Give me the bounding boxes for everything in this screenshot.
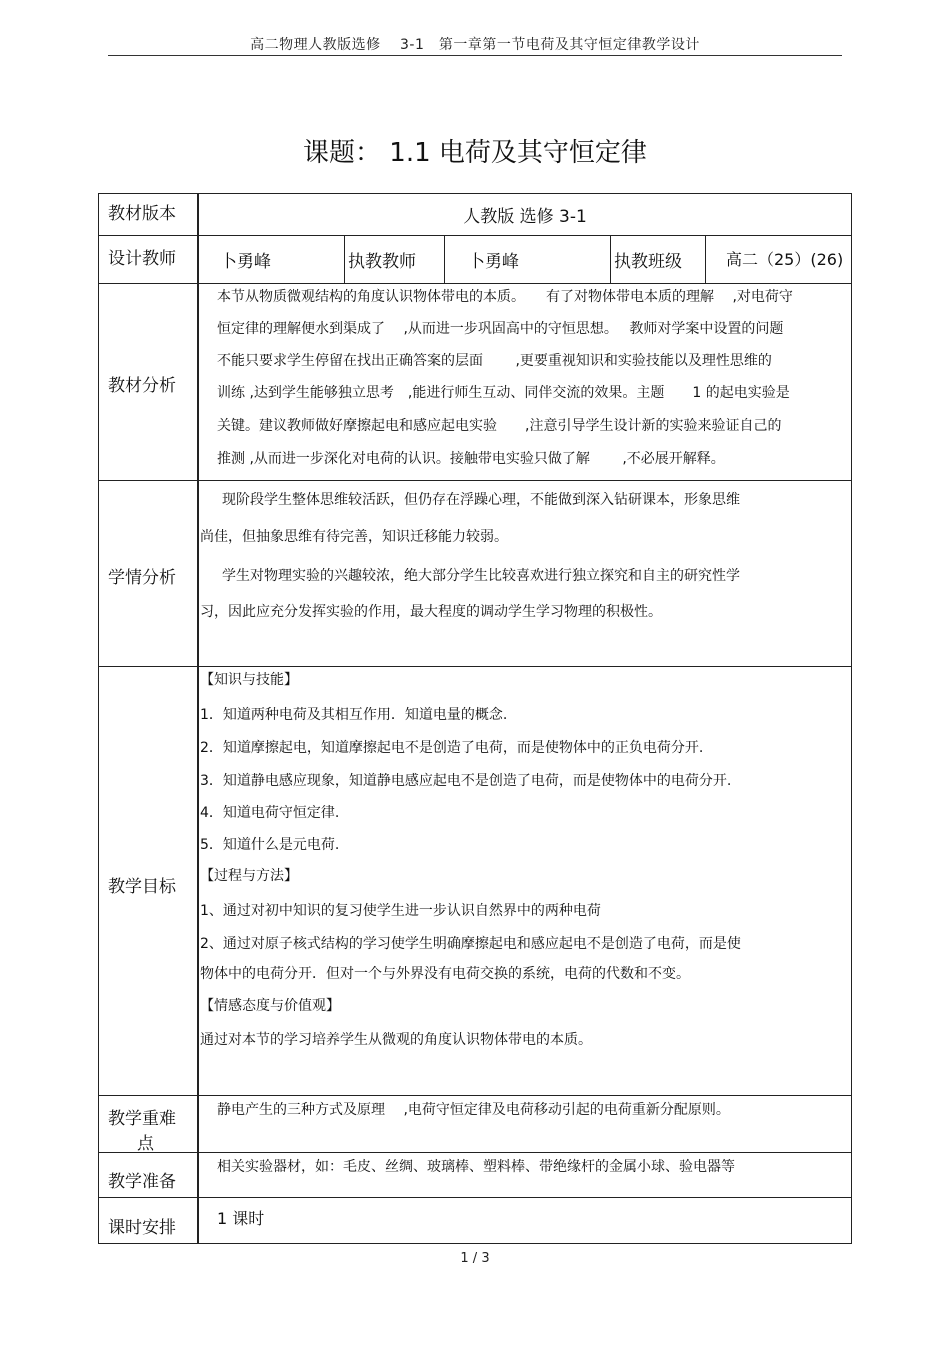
row-divider [98,1152,852,1153]
schedule-value: 1 课时 [217,1209,265,1228]
exec-teacher-label: 执教教师 [348,252,416,272]
student-analysis-line: 尚佳，但抽象思维有待完善，知识迁移能力较弱。 [200,529,508,545]
row-divider [98,235,852,236]
student-analysis-line: 学生对物理实验的兴趣较浓，绝大部分学生比较喜欢进行独立探究和自主的研究性学 [208,568,740,584]
running-header: 高二物理人教版选修 3-1 第一章第一节电荷及其守恒定律教学设计 [250,37,700,53]
page-number: 1 / 3 [460,1251,490,1266]
designer-name: 卜勇峰 [220,252,271,272]
textbook-analysis-line: 推测 ,从而进一步深化对电荷的认识。接触带电实验只做了解 ,不必展开解释。 [217,451,725,467]
objectives-line: 【过程与方法】 [200,868,298,884]
objectives-line: 5．知道什么是元电荷. [200,837,340,853]
objectives-line: 【情感态度与价值观】 [200,998,340,1014]
objectives-line: 1．知道两种电荷及其相互作用．知道电量的概念. [200,707,508,723]
objectives-line: 2．知道摩擦起电，知道摩擦起电不是创造了电荷，而是使物体中的正负电荷分开. [200,740,704,756]
textbook-analysis-line: 恒定律的理解便水到渠成了 ,从而进一步巩固高中的守恒思想。 教师对学案中设置的问题 [217,321,784,337]
designer-label: 设计教师 [108,249,176,269]
preparation-label: 教学准备 [108,1172,176,1192]
key-points-label-line2: 点 [137,1134,154,1154]
textbook-analysis-line: 本节从物质微观结构的角度认识物体带电的本质。 有了对物体带电本质的理解 ,对电荷守 [217,289,793,305]
edition-value: 人教版 选修 3-1 [463,207,587,227]
schedule-label: 课时安排 [108,1218,176,1238]
row-divider [98,1095,852,1096]
key-points-value: 静电产生的三种方式及原理 ,电荷守恒定律及电荷移动引起的电荷重新分配原则。 [217,1102,730,1118]
row-divider [98,666,852,667]
textbook-analysis-label: 教材分析 [108,376,176,396]
student-analysis-label: 学情分析 [108,568,176,588]
student-analysis-line: 现阶段学生整体思维较活跃，但仍存在浮躁心理，不能做到深入钻研课本，形象思维 [208,492,740,508]
exec-teacher-name: 卜勇峰 [468,252,519,272]
key-points-label: 教学重难 [108,1109,176,1129]
label-column-divider [197,193,199,1244]
objectives-line: 通过对本节的学习培养学生从微观的角度认识物体带电的本质。 [200,1032,592,1048]
teacher-row-divider [344,235,345,283]
page-title: 课题： 1.1 电荷及其守恒定律 [303,138,647,168]
textbook-analysis-line: 关键。建议教师做好摩擦起电和感应起电实验 ,注意引导学生设计新的实验来验证自己的 [217,418,782,434]
objectives-label: 教学目标 [108,877,176,897]
objectives-line: 物体中的电荷分开．但对一个与外界没有电荷交换的系统，电荷的代数和不变。 [200,966,690,982]
student-analysis-line: 习，因此应充分发挥实验的作用，最大程度的调动学生学习物理的积极性。 [200,604,662,620]
teacher-row-divider [610,235,611,283]
class-value: 高二（25）(26) [726,250,844,269]
objectives-line: 2、通过对原子核式结构的学习使学生明确摩擦起电和感应起电不是创造了电荷，而是使 [200,936,741,952]
edition-label: 教材版本 [108,204,176,224]
row-divider [98,480,852,481]
objectives-line: 3．知道静电感应现象，知道静电感应起电不是创造了电荷，而是使物体中的电荷分开. [200,773,732,789]
class-label: 执教班级 [614,252,682,272]
preparation-value: 相关实验器材，如：毛皮、丝绸、玻璃棒、塑料棒、带绝缘杆的金属小球、验电器等 [217,1159,735,1175]
teacher-row-divider [444,235,445,283]
teacher-row-divider [705,235,706,283]
row-divider [98,1197,852,1198]
objectives-line: 【知识与技能】 [200,672,298,688]
row-divider [98,283,852,284]
textbook-analysis-line: 不能只要求学生停留在找出正确答案的层面 ,更要重视知识和实验技能以及理性思维的 [217,353,772,369]
objectives-line: 1、通过对初中知识的复习使学生进一步认识自然界中的两种电荷 [200,903,601,919]
objectives-line: 4．知道电荷守恒定律. [200,805,340,821]
header-rule [108,55,842,56]
textbook-analysis-line: 训练 ,达到学生能够独立思考 ,能进行师生互动、同伴交流的效果。主题 1 的起电实验是 [217,385,790,401]
